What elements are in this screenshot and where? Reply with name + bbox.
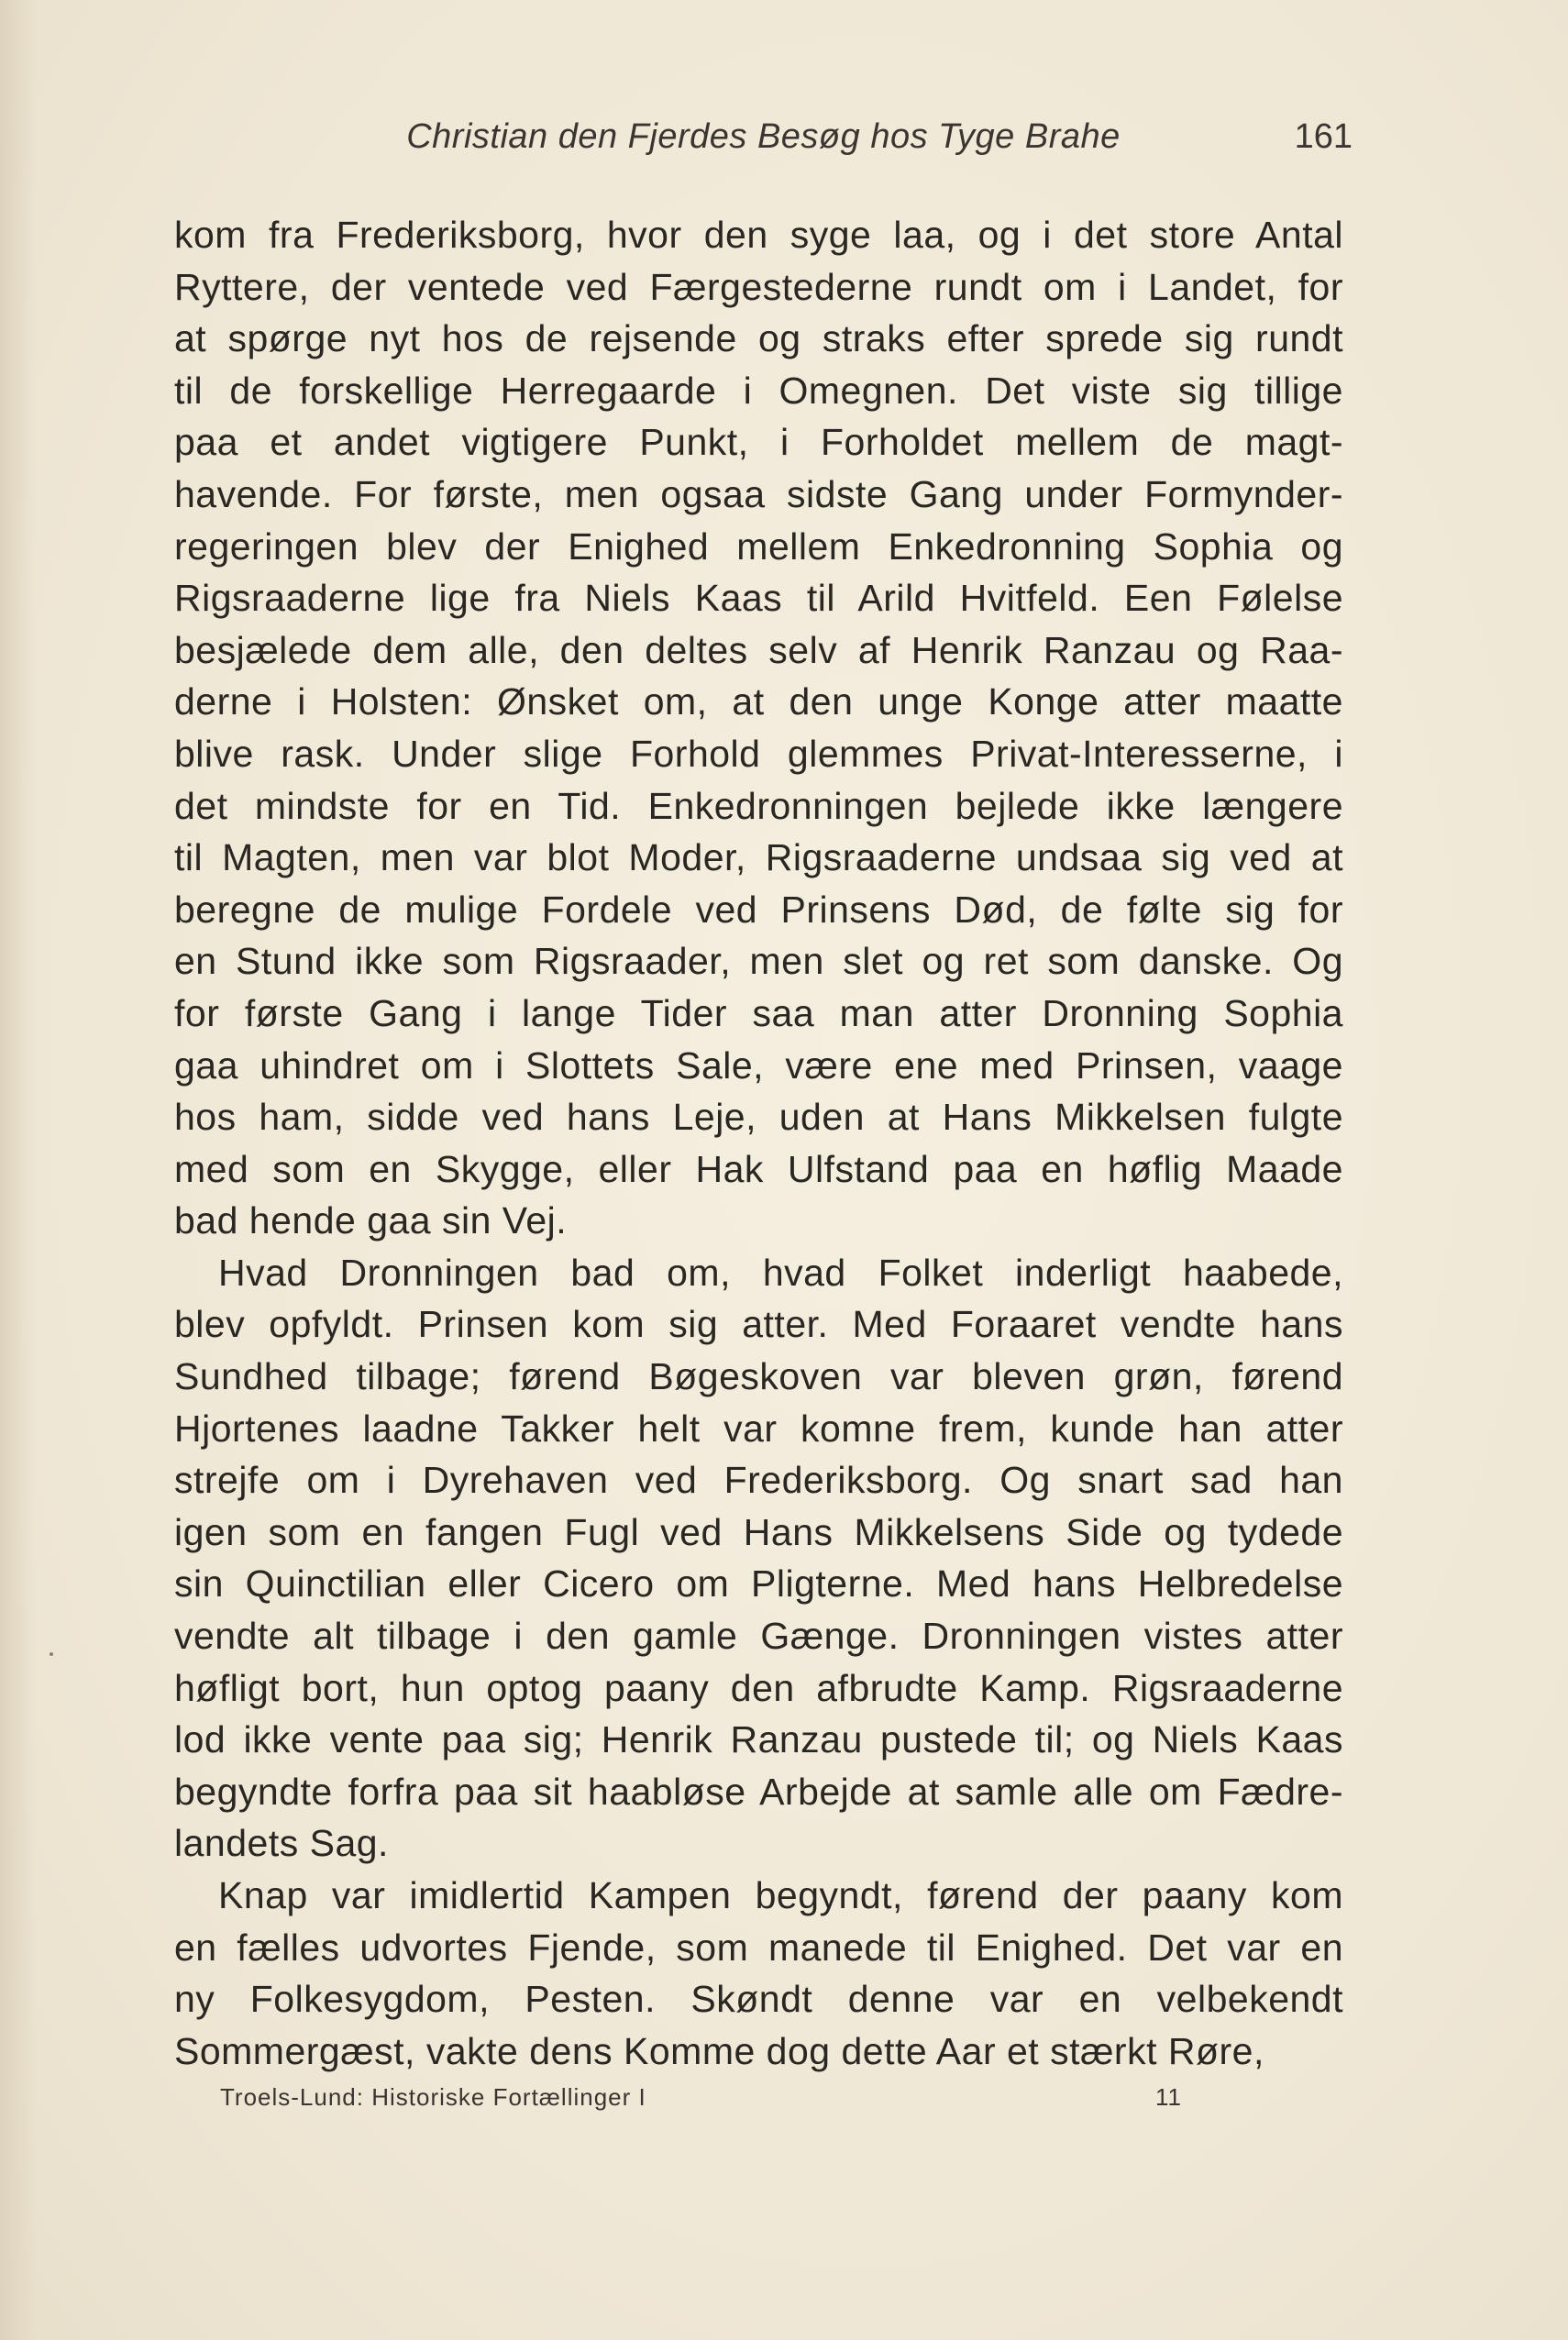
paragraph (174, 1247, 1343, 1870)
text-line: gaa uhindret om i Slottets Sale, være ene med Prinsen, vaage (174, 1043, 1343, 1087)
text-line: at spørge nyt hos de rejsende og straks efter sprede sig rundt (174, 317, 1343, 360)
text-line: hos ham, sidde ved hans Leje, uden at Hans Mikkelsen fulgte (174, 1096, 1343, 1139)
text-line: Hjortenes laadne Takker helt var komne frem, kunde han atter (174, 1407, 1343, 1450)
footer-source: Troels-Lund: Historiske Fortællinger I (220, 2083, 646, 2111)
text-line: blive rask. Under slige Forhold glemmes Privat-Interesserne, i (174, 732, 1343, 775)
text-line: for første Gang i lange Tider saa man atter Dronning Sophia (174, 991, 1343, 1034)
text-line: kom fra Frederiksborg, hvor den syge laa, og i det store Antal (174, 214, 1343, 256)
text-line: lod ikke vente paa sig; Henrik Ranzau pustede til; og Niels Kaas (174, 1718, 1343, 1761)
running-title: Christian den Fjerdes Besøg hos Tyge Brahe (406, 117, 1121, 156)
text-line: regeringen blev der Enighed mellem Enkedronning Sophia og (174, 524, 1343, 568)
signature-mark: 11 (1155, 2083, 1182, 2111)
footer (220, 2083, 1183, 2120)
text-line: sin Quinctilian eller Cicero om Pligterne. Med hans Helbredelse (174, 1562, 1343, 1606)
paragraph (174, 1870, 1343, 2077)
text-line: med som en Skygge, eller Hak Ulfstand paa en høflig Maade (174, 1147, 1343, 1190)
text-line: til Magten, men var blot Moder, Rigsraaderne undsaa sig ved at (174, 836, 1343, 879)
text-line: derne i Holsten: Ønsket om, at den unge Konge atter maatte (174, 680, 1343, 723)
text-line: ny Folkesygdom, Pesten. Skøndt denne var en velbekendt (174, 1978, 1343, 2021)
text-line: strejfe om i Dyrehaven ved Frederiksborg. Og snart sad han (174, 1459, 1343, 1502)
text-line: en Stund ikke som Rigsraader, men slet og ret som danske. Og (174, 940, 1343, 983)
page-gutter-shadow (0, 0, 37, 2340)
body-text (174, 209, 1343, 2077)
text-line: Knap var imidlertid Kampen begyndt, førend der paany kom (218, 1874, 1343, 1916)
text-line: høfligt bort, hun optog paany den afbrudte Kamp. Rigsraaderne (174, 1666, 1343, 1709)
running-header (174, 117, 1353, 169)
paper-speck (50, 1652, 53, 1656)
text-line: bad hende gaa sin Vej. (174, 1199, 568, 1242)
text-line: Hvad Dronningen bad om, hvad Folket inderligt haabede, (218, 1251, 1343, 1294)
text-line: en fælles udvortes Fjende, som manede til Enighed. Det var en (174, 1926, 1343, 1969)
text-line: paa et andet vigtigere Punkt, i Forholdet mellem de magt- (174, 421, 1343, 464)
text-line: igen som en fangen Fugl ved Hans Mikkelsens Side og tydede (174, 1510, 1343, 1553)
text-line: vendte alt tilbage i den gamle Gænge. Dronningen vistes atter (174, 1615, 1343, 1658)
text-line: landets Sag. (174, 1822, 389, 1865)
page-number: 161 (1294, 117, 1353, 156)
text-line: til de forskellige Herregaarde i Omegnen. Det viste sig tillige (174, 369, 1343, 412)
text-line: begyndte forfra paa sit haabløse Arbejde at samle alle om Fædre- (174, 1770, 1343, 1813)
text-line: besjælede dem alle, den deltes selv af Henrik Ranzau og Raa- (174, 628, 1343, 671)
text-line: beregne de mulige Fordele ved Prinsens Død, de følte sig for (174, 888, 1343, 931)
text-line: Sundhed tilbage; førend Bøgeskoven var bleven grøn, førend (174, 1355, 1343, 1398)
paragraph (174, 209, 1343, 1247)
text-line: Ryttere, der ventede ved Færgestederne rundt om i Landet, for (174, 265, 1343, 308)
text-line: det mindste for en Tid. Enkedronningen bejlede ikke længere (174, 784, 1343, 827)
text-line: havende. For første, men ogsaa sidste Gang under Formynder- (174, 472, 1343, 515)
text-line: Sommergæst, vakte dens Komme dog dette Aar et stærkt Røre, (174, 2029, 1264, 2072)
text-line: Rigsraaderne lige fra Niels Kaas til Arild Hvitfeld. Een Følelse (174, 577, 1343, 620)
text-line: blev opfyldt. Prinsen kom sig atter. Med Foraaret vendte hans (174, 1303, 1343, 1346)
